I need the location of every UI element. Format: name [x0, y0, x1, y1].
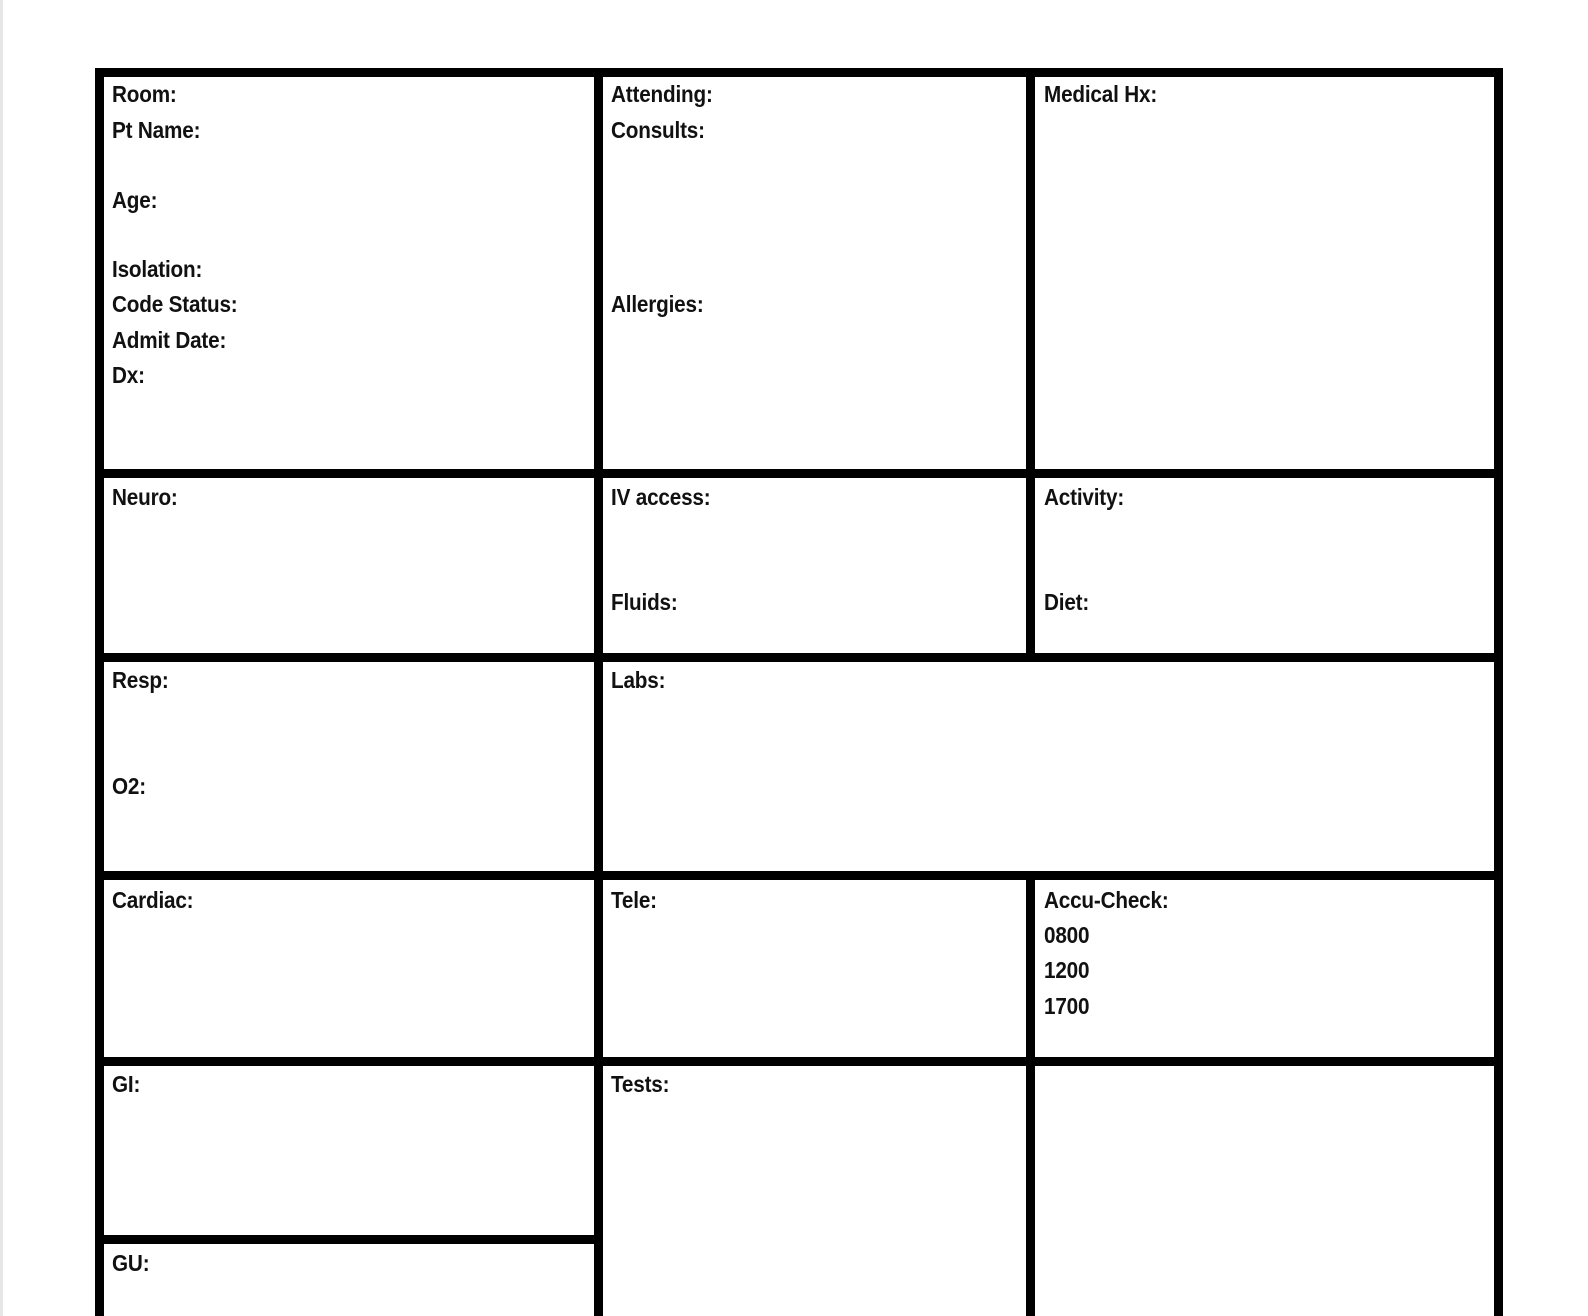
admit-date-label: Admit Date: [112, 327, 227, 353]
frame-left [95, 68, 104, 1316]
divider-row4 [95, 1057, 1503, 1066]
labs-label: Labs: [611, 667, 666, 693]
divider-row1 [95, 469, 1503, 478]
attending-label: Attending: [611, 81, 713, 107]
divider-col2-lower [1026, 874, 1035, 1316]
code-status-label: Code Status: [112, 291, 238, 317]
isolation-label: Isolation: [112, 256, 203, 282]
gi-label: GI: [112, 1071, 141, 1097]
consults-label: Consults: [611, 117, 705, 143]
o2-label: O2: [112, 773, 146, 799]
allergies-label: Allergies: [611, 291, 704, 317]
medical-hx-label: Medical Hx: [1044, 81, 1158, 107]
diet-label: Diet: [1044, 589, 1090, 615]
tele-label: Tele: [611, 887, 657, 913]
accu-check-label: Accu-Check: [1044, 887, 1169, 913]
fluids-label: Fluids: [611, 589, 678, 615]
dx-label: Dx: [112, 362, 145, 388]
gu-label: GU: [112, 1250, 150, 1276]
age-label: Age: [112, 187, 158, 213]
accu-time-1700: 1700 [1044, 993, 1090, 1019]
tests-label: Tests: [611, 1071, 670, 1097]
room-label: Room: [112, 81, 177, 107]
divider-col1 [594, 68, 603, 1316]
activity-label: Activity: [1044, 484, 1125, 510]
accu-time-0800: 0800 [1044, 922, 1090, 948]
frame-top [95, 68, 1503, 77]
divider-col2-upper [1026, 68, 1035, 662]
divider-gi-gu [95, 1235, 603, 1244]
divider-row2 [95, 653, 1503, 662]
resp-label: Resp: [112, 667, 169, 693]
accu-time-1200: 1200 [1044, 957, 1090, 983]
pt-name-label: Pt Name: [112, 117, 201, 143]
neuro-label: Neuro: [112, 484, 178, 510]
divider-row3 [95, 871, 1503, 880]
frame-right [1494, 68, 1503, 1316]
cardiac-label: Cardiac: [112, 887, 194, 913]
iv-access-label: IV access: [611, 484, 711, 510]
